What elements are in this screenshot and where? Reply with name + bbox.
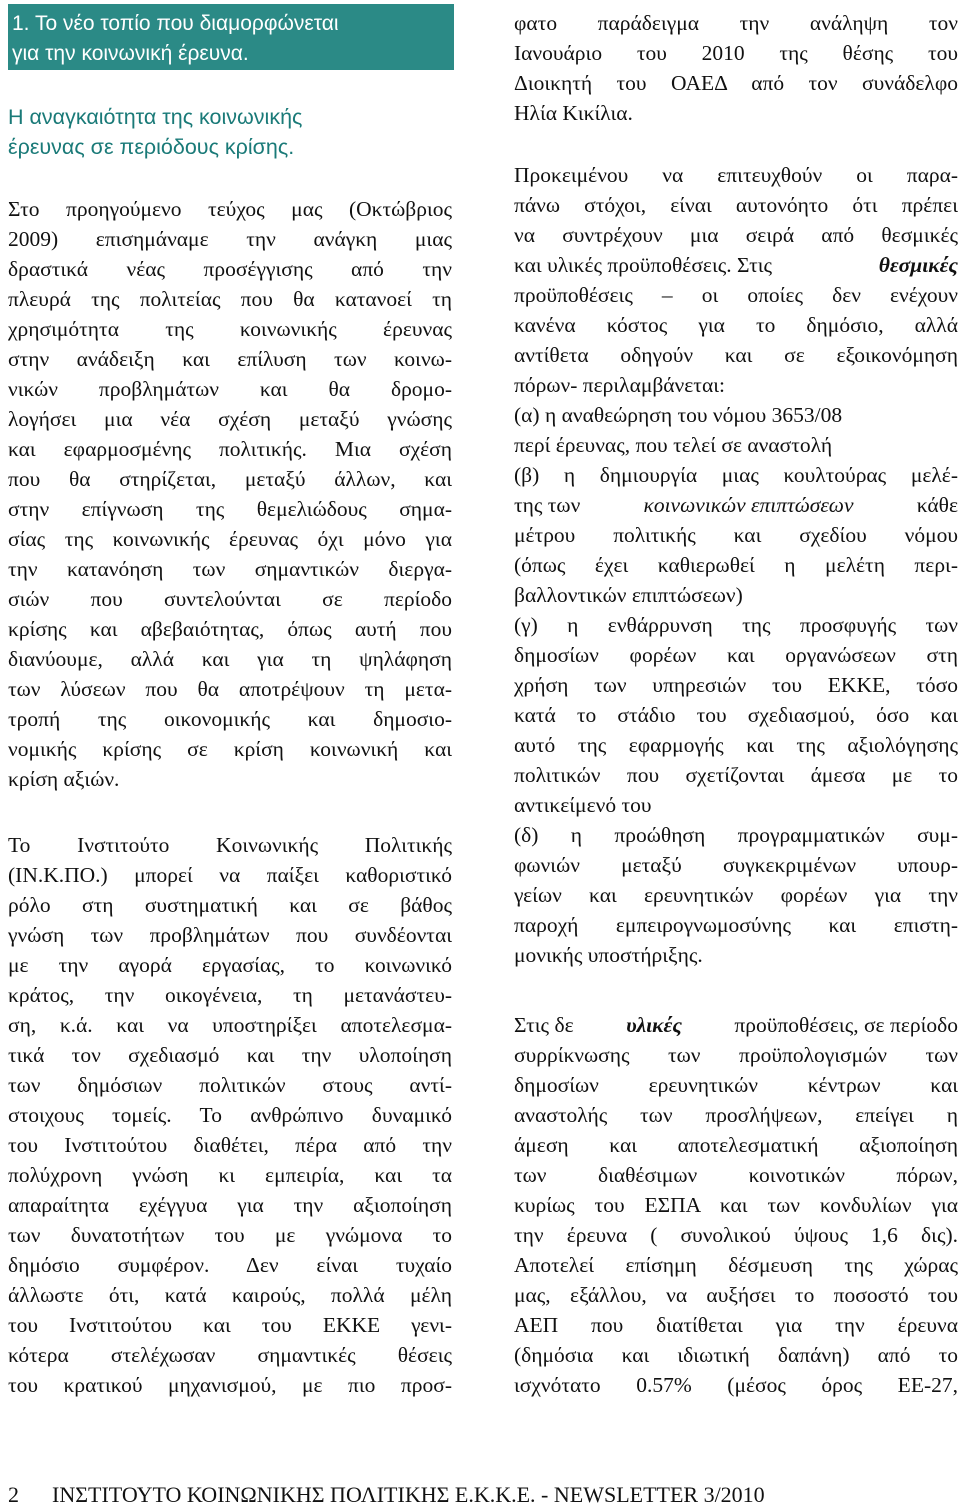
text-line: σίας της κοινωνικής έρευνας όχι μόνο για	[8, 527, 452, 551]
text-line: δημόσιο συμφέρον. Δεν είναι τυχαίο	[8, 1253, 452, 1277]
text-line: νικών προβλημάτων και θα δρομο-	[8, 377, 452, 401]
text-line: (ΙΝ.Κ.ΠΟ.) μπορεί να παίξει καθοριστικό	[8, 863, 452, 887]
text-line: παροχή εμπειρογνωμοσύνης και επιστη-	[514, 913, 958, 937]
list-item: (δ) η προώθηση προγραμματικών συμ-	[514, 823, 958, 847]
page-number: 2	[8, 1482, 19, 1507]
text-line	[514, 250, 958, 280]
text-line: πολύχρονη γνώση κι εμπειρία, και τα	[8, 1163, 452, 1187]
text-line: βαλλοντικών επιπτώσεων)	[514, 583, 743, 607]
text-line: φατο παράδειγμα την ανάληψη τον	[514, 11, 958, 35]
text-line	[514, 1010, 958, 1040]
text-line: την έρευνα ( συνολικού ύψους 1,6 δις).	[514, 1223, 958, 1247]
text-line: δημοσίων φορέων και οργανώσεων στη	[514, 643, 958, 667]
text-line: Ηλία Κικίλια.	[514, 101, 633, 125]
text-line: μέτρου πολιτικής και σχεδίου νόμου	[514, 523, 958, 547]
text-line: 2009) επισημάναμε την ανάγκη μιας	[8, 227, 452, 251]
text-line: των δυνατοτήτων του με γνώμονα το	[8, 1223, 452, 1247]
text-line: και εφαρμοσμένης πολιτικής. Μια σχέση	[8, 437, 452, 461]
text-line: αντίθετα οδηγούν και σε εξοικονόμηση	[514, 343, 958, 367]
text-run: της των	[514, 493, 581, 517]
text-line: άλλωστε ότι, κατά καιρούς, πολλά μέλη	[8, 1283, 452, 1307]
text-line: που θα στηρίζεται, μεταξύ άλλων, και	[8, 467, 452, 491]
text-line: του κρατικού μηχανισμού, με πιο προσ-	[8, 1373, 452, 1397]
text-line: ση, κ.ά. και να υποστηρίξει αποτελεσμα-	[8, 1013, 452, 1037]
text-line: λογήσει μια νέα σχέση μεταξύ γνώσης	[8, 407, 452, 431]
text-line: νομικής κρίσης σε κρίση κοινωνική και	[8, 737, 452, 761]
text-line: διανύουμε, αλλά και για τη ψηλάφηση	[8, 647, 452, 671]
text-line: αντικείμενό του	[514, 793, 652, 817]
text-line: πολιτικών που σχετίζονται άμεσα με το	[514, 763, 958, 787]
text-line: Στο προηγούμενο τεύχος μας (Οκτώβριος	[8, 197, 452, 221]
text-line: τροπή της οικονομικής και δημοσιο-	[8, 707, 452, 731]
text-line: σιών που συντελούνται σε περίοδο	[8, 587, 452, 611]
text-line: των διαθέσιμων κοινοτικών πόρων,	[514, 1163, 958, 1187]
text-line: Ιανουάριο του 2010 της θέσης του	[514, 41, 958, 65]
text-line: την κατανόηση των σημαντικών διεργα-	[8, 557, 452, 581]
text-line: να συντρέχουν μια σειρά από θεσμικές	[514, 223, 958, 247]
text-line: πόρων- περιλαμβάνεται:	[514, 373, 725, 397]
section-header	[8, 4, 454, 70]
footer-text: ΙΝΣΤΙΤΟΥΤΟ ΚΟΙΝΩΝΙΚΗΣ ΠΟΛΙΤΙΚΗΣ Ε.Κ.Κ.Ε. - NEWSLETTER 3/2010	[52, 1482, 765, 1507]
text-line: στην ανάδειξη και επίλυση των κοινω-	[8, 347, 452, 371]
text-line: ΑΕΠ που διατίθεται για την έρευνα	[514, 1313, 958, 1337]
text-line: δημοσίων ερευνητικών κέντρων και	[514, 1073, 958, 1097]
text-line: Αποτελεί επίσημη δέσμευση της χώρας	[514, 1253, 958, 1277]
text-line: ισχνότατο 0.57% (μέσος όρος ΕΕ-27,	[514, 1373, 958, 1397]
text-run: Στις δε	[514, 1013, 574, 1037]
text-line: χρήση των υπηρεσιών του ΕΚΚΕ, τόσο	[514, 673, 958, 697]
text-line: κυρίως του ΕΣΠΑ και των κονδυλίων για	[514, 1193, 958, 1217]
text-line: τικά τον σχεδιασμό και την υλοποίηση	[8, 1043, 452, 1067]
text-line: κότερα στελέχωσαν σημαντικές θέσεις	[8, 1343, 452, 1367]
emphasis-text: υλικές	[626, 1013, 682, 1037]
text-line: του Ινστιτούτου διαθέτει, πέρα από την	[8, 1133, 452, 1157]
emphasis-text: θεσμικές	[878, 253, 958, 277]
text-line: των δημόσιων πολιτικών στους αντί-	[8, 1073, 452, 1097]
text-line: κρίσης και αβεβαιότητας, όπως αυτή που	[8, 617, 452, 641]
text-line: περί έρευνας, που τελεί σε αναστολή	[514, 433, 833, 457]
text-line: (όπως έχει καθιερωθεί η μελέτη περι-	[514, 553, 958, 577]
text-line: (δημόσια και ιδιωτική δαπάνη) από το	[514, 1343, 958, 1367]
text-line: αναστολής των προσλήψεων, επείγει η	[514, 1103, 958, 1127]
text-line: κρίση αξιών.	[8, 767, 120, 791]
list-item: (β) η δημιουργία μιας κουλτούρας μελέ-	[514, 463, 958, 487]
page-footer	[8, 1480, 958, 1510]
text-line: φωνιών μεταξύ συγκεκριμένων υπουρ-	[514, 853, 958, 877]
text-line: χρησιμότητα της κοινωνικής έρευνας	[8, 317, 452, 341]
text-line: δραστικά νέας προσέγγισης από την	[8, 257, 452, 281]
text-line: άμεση και αποτελεσματική αξιοποίηση	[514, 1133, 958, 1157]
section-subtitle-line: έρευνας σε περιόδους κρίσης.	[8, 135, 295, 159]
text-line: γείων και ερευνητικών φορέων για την	[514, 883, 958, 907]
text-line: μας, εξάλλου, να αυξήσει το ποσοστό του	[514, 1283, 958, 1307]
text-line: κατά το στάδιο του σχεδιασμού, όσο και	[514, 703, 958, 727]
text-line: με την αγορά εργασίας, το κοινωνικό	[8, 953, 452, 977]
text-line: συρρίκνωσης των προϋπολογισμών των	[514, 1043, 958, 1067]
text-line: ρόλο στη συστηματική και σε βάθος	[8, 893, 452, 917]
text-run: προϋποθέσεις, σε περίοδο	[734, 1013, 958, 1037]
list-item: (γ) η ενθάρρυνση της προσφυγής των	[514, 613, 958, 637]
text-line: Προκειμένου να επιτευχθούν οι παρα-	[514, 163, 958, 187]
text-line: κράτος, την οικογένεια, τη μετανάστευ-	[8, 983, 452, 1007]
italic-text: κοινωνικών επιπτώσεων	[643, 493, 854, 517]
text-run: κάθε	[916, 493, 958, 517]
section-title-line: για την κοινωνική έρευνα.	[12, 42, 249, 65]
text-line: του Ινστιτούτου και του ΕΚΚΕ γενι-	[8, 1313, 452, 1337]
text-line: κανένα κόστος για το δημόσιο, αλλά	[514, 313, 958, 337]
list-item: (α) η αναθεώρηση του νόμου 3653/08	[514, 403, 843, 427]
text-line: μονικής υποστήριξης.	[514, 943, 703, 967]
text-line: απαραίτητα εχέγγυα για την αξιοποίηση	[8, 1193, 452, 1217]
text-line: Το Ινστιτούτο Κοινωνικής Πολιτικής	[8, 833, 452, 857]
text-line: προϋποθέσεις – οι οποίες δεν ενέχουν	[514, 283, 958, 307]
text-line: στην επίγνωση της θεμελιώδους σημα-	[8, 497, 452, 521]
text-line: πάνω στόχοι, είναι αυτονόητο ότι πρέπει	[514, 193, 958, 217]
text-line: στοιχους τομείς. Το ανθρώπινο δυναμικό	[8, 1103, 452, 1127]
text-line: γνώση των προβλημάτων που συνδέονται	[8, 923, 452, 947]
text-run: και υλικές προϋποθέσεις. Στις	[514, 253, 773, 277]
section-title-line: 1. Το νέο τοπίο που διαμορφώνεται	[12, 12, 339, 35]
section-subtitle-line: Η αναγκαιότητα της κοινωνικής	[8, 105, 303, 129]
text-line: αυτό της εφαρμογής και της αξιολόγησης	[514, 733, 958, 757]
text-line: Διοικητή του ΟΑΕΔ από τον συνάδελφο	[514, 71, 958, 95]
text-line	[514, 490, 958, 520]
text-line: πλευρά της πολιτείας που θα κατανοεί τη	[8, 287, 452, 311]
text-line: των λύσεων που θα αποτρέψουν τη μετα-	[8, 677, 452, 701]
